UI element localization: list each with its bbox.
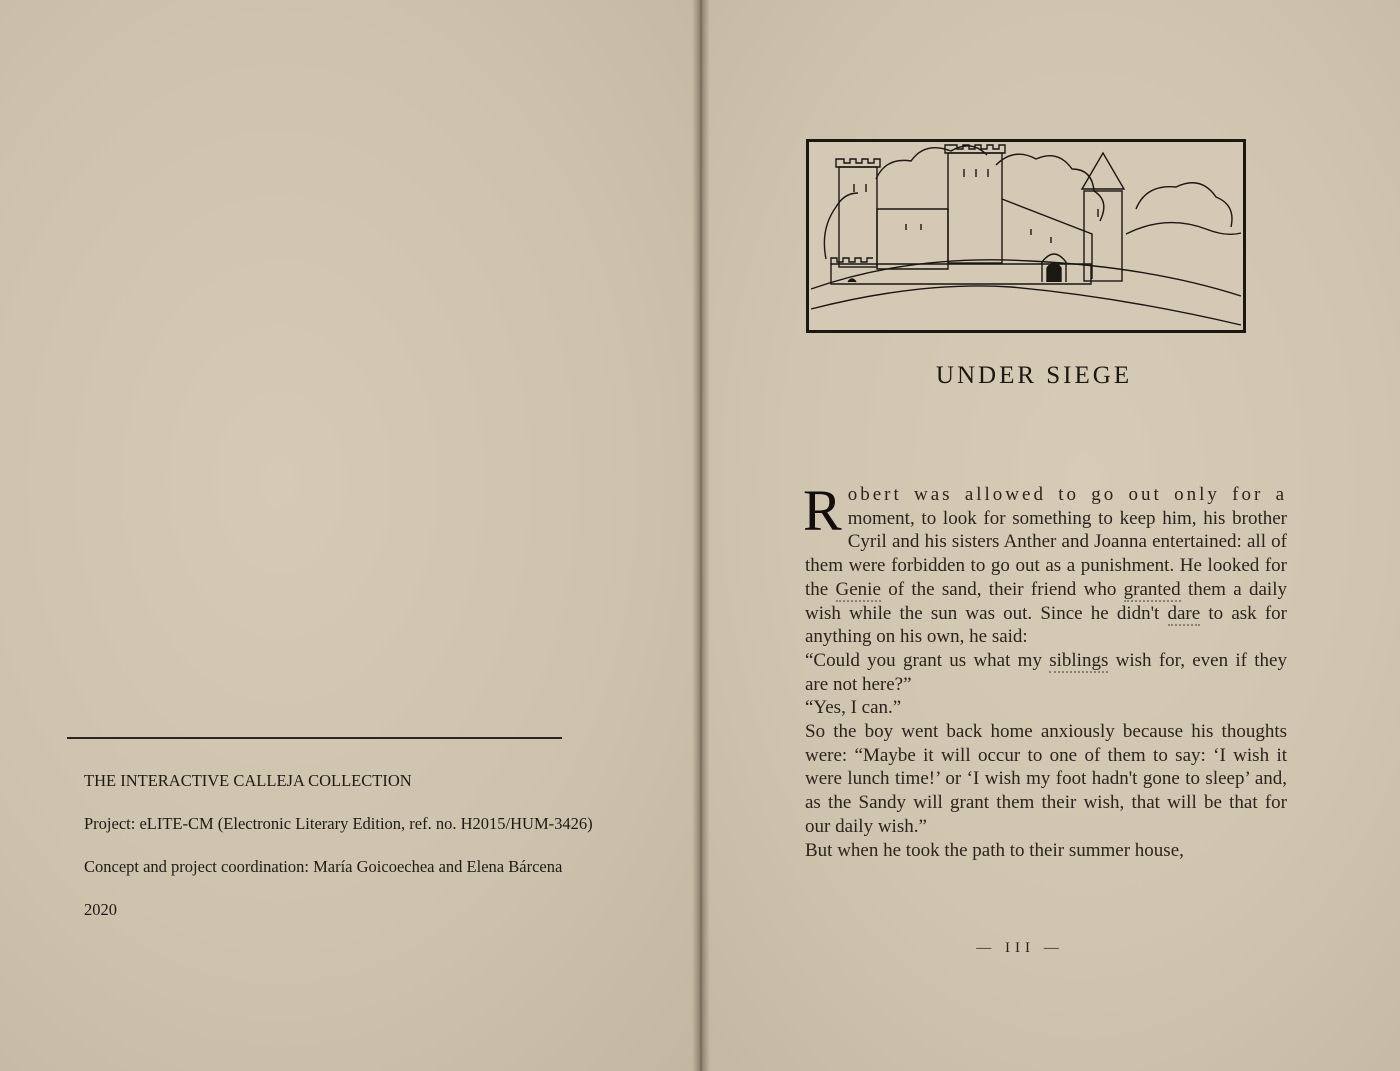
- paragraph-1-text-a: moment, to look for something to keep him, his brother Cyril and his sisters Anther and Joanna entertained: all of them were forbidden to go out as a punishment. He looked for the: [805, 507, 1287, 600]
- project-info: Project: eLITE-CM (Electronic Literary Edition, ref. no. H2015/HUM-3426): [84, 814, 593, 833]
- first-line: obert was allowed to go out only for a: [847, 484, 1287, 505]
- coordination-info: Concept and project coordination: María Goicoechea and Elena Bárcena: [84, 857, 563, 876]
- paragraph-1-text-c: them a daily wish while the sun was out. Since he didn't: [805, 578, 1287, 624]
- paragraph-5: But when he took the path to their summer house,: [805, 839, 1184, 861]
- page-number: — III —: [976, 940, 1064, 956]
- colophon-rule: [67, 737, 562, 739]
- drop-cap: R: [803, 478, 842, 543]
- paragraph-3: “Yes, I can.”: [805, 697, 902, 719]
- colophon: [84, 770, 606, 942]
- collection-title: THE INTERACTIVE CALLEJA COLLECTION: [84, 771, 412, 790]
- paragraph-1: [803, 478, 1287, 649]
- paragraph-2-text-b: wish for, even if they are not here?”: [805, 649, 1287, 695]
- publication-year: 2020: [84, 900, 117, 919]
- gloss-genie[interactable]: Genie: [835, 578, 881, 600]
- gloss-granted[interactable]: granted: [1123, 578, 1181, 600]
- castle-illustration: [806, 139, 1246, 333]
- paragraph-4: So the boy went back home anxiously because his thoughts were: “Maybe it will occur to one of them to say: ‘I wish it were lunch time!’ or ‘I wish my foot hadn't gone to sleep’ and, as the Sandy will grant them their wish, that will be that for our daily wish.”: [805, 721, 1287, 837]
- paragraph-1-text-d: to ask for anything on his own, he said:: [805, 602, 1287, 648]
- paragraph-2: [805, 649, 1287, 696]
- paragraph-2-text-a: “Could you grant us what my: [805, 649, 1050, 671]
- book-gutter: [692, 0, 710, 1071]
- paragraph-1-text-b: of the sand, their friend who: [880, 578, 1124, 600]
- story-text: [803, 478, 1287, 862]
- gloss-siblings[interactable]: siblings: [1049, 649, 1109, 671]
- chapter-title: UNDER SIEGE: [935, 362, 1133, 389]
- gloss-dare[interactable]: dare: [1167, 602, 1201, 624]
